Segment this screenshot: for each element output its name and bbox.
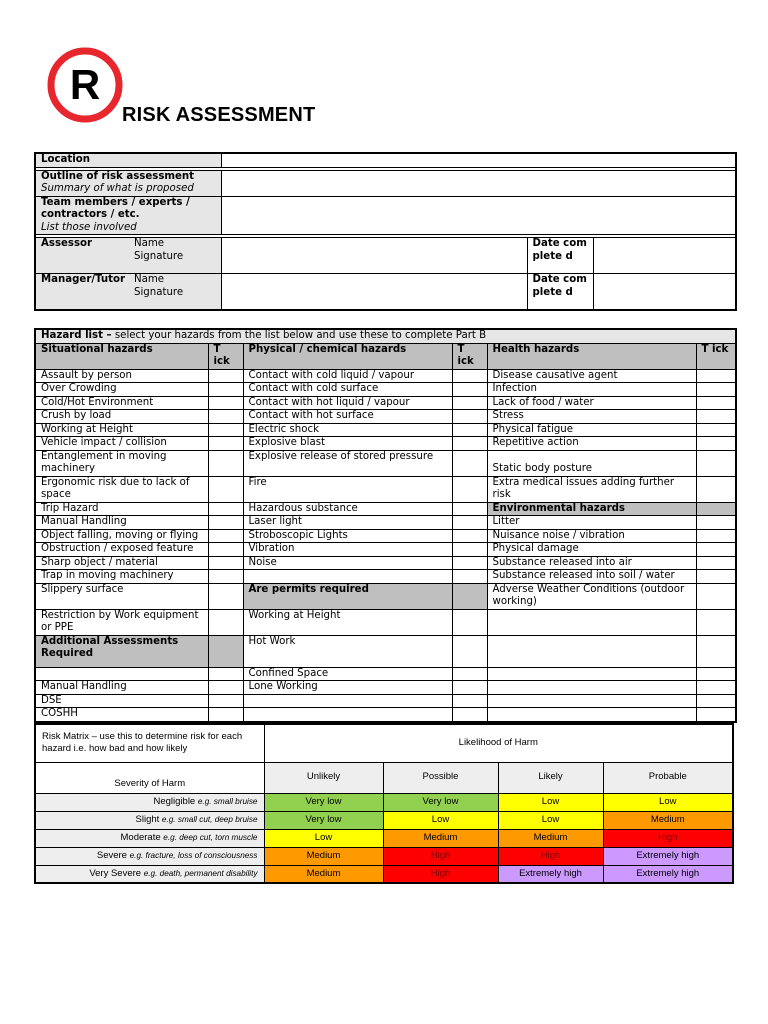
hazard-list-title: Hazard list – — [41, 330, 112, 341]
tick-box[interactable] — [452, 635, 487, 667]
hazard-item: Lone Working — [243, 681, 452, 695]
risk-matrix-table — [34, 723, 734, 884]
tick-box[interactable] — [208, 708, 243, 722]
matrix-row — [35, 865, 733, 883]
severity-label — [35, 811, 264, 829]
severity-name: Very Severe — [89, 867, 142, 879]
tick-box[interactable] — [696, 450, 736, 476]
hazard-row — [35, 543, 736, 557]
tick-box[interactable] — [208, 681, 243, 695]
hazard-item: Trap in moving machinery — [35, 570, 208, 584]
outline-label: Outline of risk assessment Summary of what is proposed — [35, 170, 221, 196]
severity-label — [35, 829, 264, 847]
hazard-item: DSE — [35, 694, 208, 708]
tick-box[interactable] — [452, 609, 487, 635]
likelihood-header: Possible — [383, 762, 498, 793]
hazard-list-instructions: select your hazards from the list below and use these to complete Part B — [111, 330, 487, 341]
hazard-item: Vehicle impact / collision — [35, 437, 208, 451]
hazard-item: Laser light — [243, 516, 452, 530]
hazard-item: Contact with hot liquid / vapour — [243, 396, 452, 410]
tick-box[interactable] — [208, 410, 243, 424]
tick-box[interactable] — [696, 529, 736, 543]
risk-level-cell: Low — [383, 811, 498, 829]
hazard-item-empty — [243, 570, 452, 584]
tick-box[interactable] — [452, 529, 487, 543]
tick-box[interactable] — [452, 450, 487, 476]
tick-box[interactable] — [452, 383, 487, 397]
hazard-item: Explosive release of stored pressure — [243, 450, 452, 476]
hazard-item: Hot Work — [243, 635, 452, 667]
tick-box[interactable] — [696, 570, 736, 584]
hazard-item: Repetitive action — [487, 437, 696, 451]
hazard-row — [35, 369, 736, 383]
hazard-column-header: Situational hazards — [35, 343, 208, 369]
hazard-item: Physical fatigue — [487, 423, 696, 437]
hazard-item: Adverse Weather Conditions (outdoor working) — [487, 583, 696, 609]
hazard-item: Extra medical issues adding further risk — [487, 476, 696, 502]
manager-label: Manager/Tutor Name Signature — [35, 274, 221, 310]
hazard-item: Vibration — [243, 543, 452, 557]
hazard-item: Contact with cold surface — [243, 383, 452, 397]
hazard-row — [35, 681, 736, 695]
tick-box[interactable] — [452, 570, 487, 584]
hazard-item: Working at Height — [35, 423, 208, 437]
severity-name: Slight — [135, 813, 160, 825]
risk-level-cell: Medium — [498, 829, 603, 847]
hazard-row — [35, 635, 736, 667]
tick-box[interactable] — [452, 708, 487, 722]
hazard-item: Contact with hot surface — [243, 410, 452, 424]
hazard-row — [35, 502, 736, 516]
risk-level-cell: Very low — [383, 793, 498, 811]
hazard-row — [35, 583, 736, 609]
tick-box[interactable] — [208, 502, 243, 516]
hazard-row — [35, 516, 736, 530]
hazard-item: Additional Assessments Required — [35, 635, 208, 667]
tick-box[interactable] — [208, 609, 243, 635]
hazard-row — [35, 609, 736, 635]
hazard-item: Fire — [243, 476, 452, 502]
severity-example: e.g. fracture, loss of consciousness — [129, 850, 258, 860]
matrix-row — [35, 829, 733, 847]
severity-name: Negligible — [153, 795, 196, 807]
severity-label — [35, 793, 264, 811]
hazard-item: Environmental hazards — [487, 502, 696, 516]
hazard-item: Lack of food / water — [487, 396, 696, 410]
hazard-row — [35, 423, 736, 437]
severity-of-harm-label: Severity of Harm — [35, 762, 264, 793]
matrix-intro: Risk Matrix – use this to determine risk for each hazard i.e. how bad and how likely — [35, 724, 264, 762]
matrix-row — [35, 847, 733, 865]
assessor-field[interactable] — [221, 238, 527, 274]
team-field[interactable] — [221, 196, 736, 235]
hazard-item: Stroboscopic Lights — [243, 529, 452, 543]
hazard-item: Physical damage — [487, 543, 696, 557]
hazard-row — [35, 667, 736, 681]
matrix-likelihood-row — [35, 762, 733, 793]
hazard-item: Litter — [487, 516, 696, 530]
tick-box[interactable] — [208, 423, 243, 437]
hazard-item: Are permits required — [243, 583, 452, 609]
hazard-item-empty — [243, 708, 452, 722]
matrix-row — [35, 793, 733, 811]
hazard-item: Explosive blast — [243, 437, 452, 451]
tick-box[interactable] — [696, 516, 736, 530]
hazard-item: Static body posture — [487, 450, 696, 476]
assessor-date-field[interactable] — [593, 238, 736, 274]
tick-box[interactable] — [696, 410, 736, 424]
tick-box[interactable] — [696, 609, 736, 635]
hazard-item-empty — [487, 681, 696, 695]
risk-level-cell: Low — [264, 829, 383, 847]
hazard-item: Manual Handling — [35, 516, 208, 530]
likelihood-header: Likely — [498, 762, 603, 793]
hazard-item: Obstruction / exposed feature — [35, 543, 208, 557]
hazard-item: Over Crowding — [35, 383, 208, 397]
tick-box[interactable] — [452, 396, 487, 410]
hazard-item: Electric shock — [243, 423, 452, 437]
tick-box[interactable] — [208, 635, 243, 667]
tick-box[interactable] — [696, 369, 736, 383]
tick-box[interactable] — [208, 556, 243, 570]
hazard-item: Trip Hazard — [35, 502, 208, 516]
tick-box[interactable] — [208, 450, 243, 476]
hazard-item: Nuisance noise / vibration — [487, 529, 696, 543]
tick-box[interactable] — [208, 516, 243, 530]
hazard-item: Ergonomic risk due to lack of space — [35, 476, 208, 502]
severity-example: e.g. small bruise — [197, 796, 258, 806]
likelihood-of-harm-label: Likelihood of Harm — [264, 724, 733, 762]
hazard-item: Confined Space — [243, 667, 452, 681]
tick-box[interactable] — [696, 667, 736, 681]
risk-level-cell: Medium — [383, 829, 498, 847]
tick-box[interactable] — [208, 570, 243, 584]
tick-box[interactable] — [452, 543, 487, 557]
tick-box[interactable] — [452, 681, 487, 695]
hazard-item: Object falling, moving or flying — [35, 529, 208, 543]
hazard-item: Substance released into air — [487, 556, 696, 570]
tick-column-header: T ick — [208, 343, 243, 369]
risk-level-cell: Low — [498, 811, 603, 829]
risk-level-cell: Very low — [264, 793, 383, 811]
tick-column-header: T ick — [696, 343, 736, 369]
hazard-column-header: Health hazards — [487, 343, 696, 369]
team-label: Team members / experts / contractors / etc. List those involved — [35, 196, 221, 235]
tick-box[interactable] — [696, 423, 736, 437]
risk-level-cell: High — [383, 847, 498, 865]
tick-box[interactable] — [208, 396, 243, 410]
hazard-item: Assault by person — [35, 369, 208, 383]
hazard-row — [35, 556, 736, 570]
page-title: RISK ASSESSMENT — [122, 104, 316, 126]
risk-level-cell: Low — [498, 793, 603, 811]
severity-name: Moderate — [120, 831, 161, 843]
matrix-title-row — [35, 724, 733, 762]
hazard-item-empty — [487, 694, 696, 708]
tick-box[interactable] — [696, 708, 736, 722]
tick-box[interactable] — [696, 383, 736, 397]
hazard-item: Slippery surface — [35, 583, 208, 609]
risk-level-cell: Medium — [603, 811, 733, 829]
risk-level-cell: Extremely high — [603, 865, 733, 883]
tick-box[interactable] — [452, 410, 487, 424]
tick-box[interactable] — [452, 502, 487, 516]
hazard-item: Substance released into soil / water — [487, 570, 696, 584]
hazard-item: Disease causative agent — [487, 369, 696, 383]
hazard-item: Working at Height — [243, 609, 452, 635]
severity-label — [35, 865, 264, 883]
assessor-label: Assessor Name Signature — [35, 238, 221, 274]
risk-level-cell: Medium — [264, 865, 383, 883]
hazard-list-table — [34, 328, 737, 723]
hazard-item-empty — [487, 708, 696, 722]
hazard-item: Stress — [487, 410, 696, 424]
hazard-item: Restriction by Work equipment or PPE — [35, 609, 208, 635]
hazard-row — [35, 450, 736, 476]
hazard-item: Entanglement in moving machinery — [35, 450, 208, 476]
manager-date-field[interactable] — [593, 274, 736, 310]
manager-date-label: Date complete d — [527, 274, 593, 310]
risk-level-cell: High — [383, 865, 498, 883]
hazard-item: Contact with cold liquid / vapour — [243, 369, 452, 383]
tick-box[interactable] — [452, 369, 487, 383]
tick-box[interactable] — [452, 694, 487, 708]
likelihood-header: Probable — [603, 762, 733, 793]
svg-text:R: R — [69, 61, 101, 108]
severity-name: Severe — [96, 849, 127, 861]
hazard-item: COSHH — [35, 708, 208, 722]
tick-box[interactable] — [208, 529, 243, 543]
tick-column-header: T ick — [452, 343, 487, 369]
risk-level-cell: Low — [603, 793, 733, 811]
hazard-item-empty — [243, 694, 452, 708]
manager-field[interactable] — [221, 274, 527, 310]
risk-level-cell: High — [498, 847, 603, 865]
tick-box[interactable] — [208, 543, 243, 557]
hazard-row — [35, 396, 736, 410]
hazard-row — [35, 570, 736, 584]
hazard-columns-row — [35, 343, 736, 369]
hazard-item: Noise — [243, 556, 452, 570]
tick-box[interactable] — [452, 423, 487, 437]
risk-level-cell: Extremely high — [498, 865, 603, 883]
tick-box[interactable] — [696, 543, 736, 557]
tick-box[interactable] — [208, 476, 243, 502]
hazard-item-empty — [35, 667, 208, 681]
hazard-item-empty — [487, 667, 696, 681]
severity-example: e.g. small cut, deep bruise — [161, 814, 258, 824]
hazard-row — [35, 476, 736, 502]
tick-box[interactable] — [208, 694, 243, 708]
hazard-row — [35, 410, 736, 424]
tick-box[interactable] — [696, 556, 736, 570]
severity-label — [35, 847, 264, 865]
hazard-row — [35, 437, 736, 451]
tick-box[interactable] — [208, 437, 243, 451]
hazard-item: Sharp object / material — [35, 556, 208, 570]
hazard-item: Cold/Hot Environment — [35, 396, 208, 410]
risk-level-cell: High — [603, 829, 733, 847]
hazard-row — [35, 694, 736, 708]
tick-box[interactable] — [208, 667, 243, 681]
tick-box[interactable] — [696, 681, 736, 695]
hazard-row — [35, 529, 736, 543]
hazard-column-header: Physical / chemical hazards — [243, 343, 452, 369]
hazard-item-empty — [487, 609, 696, 635]
hazard-row — [35, 708, 736, 722]
hazard-list-header — [35, 329, 736, 343]
logo-r-icon — [46, 46, 124, 124]
tick-box[interactable] — [696, 437, 736, 451]
hazard-list-header-row — [35, 329, 736, 343]
tick-box[interactable] — [696, 396, 736, 410]
risk-level-cell: Extremely high — [603, 847, 733, 865]
outline-field[interactable] — [221, 170, 736, 196]
tick-box[interactable] — [452, 556, 487, 570]
hazard-item: Hazardous substance — [243, 502, 452, 516]
assessor-date-label: Date complete d — [527, 238, 593, 274]
tick-box[interactable] — [208, 369, 243, 383]
hazard-item: Infection — [487, 383, 696, 397]
hazard-item: Manual Handling — [35, 681, 208, 695]
tick-box[interactable] — [208, 383, 243, 397]
risk-level-cell: Very low — [264, 811, 383, 829]
matrix-row — [35, 811, 733, 829]
tick-box[interactable] — [696, 476, 736, 502]
tick-box[interactable] — [452, 437, 487, 451]
tick-box[interactable] — [696, 502, 736, 516]
tick-box[interactable] — [452, 583, 487, 609]
tick-box[interactable] — [696, 694, 736, 708]
tick-box[interactable] — [452, 476, 487, 502]
tick-box[interactable] — [208, 583, 243, 609]
assessment-details-table — [34, 152, 737, 311]
tick-box[interactable] — [696, 583, 736, 609]
hazard-item: Crush by load — [35, 410, 208, 424]
risk-level-cell: Medium — [264, 847, 383, 865]
severity-example: e.g. death, permanent disability — [143, 868, 258, 878]
severity-example: e.g. deep cut, torn muscle — [163, 832, 258, 842]
tick-box[interactable] — [696, 635, 736, 667]
location-label: Location — [35, 153, 221, 167]
location-field[interactable] — [221, 153, 736, 167]
hazard-item-empty — [487, 635, 696, 667]
tick-box[interactable] — [452, 667, 487, 681]
hazard-row — [35, 383, 736, 397]
tick-box[interactable] — [452, 516, 487, 530]
likelihood-header: Unlikely — [264, 762, 383, 793]
